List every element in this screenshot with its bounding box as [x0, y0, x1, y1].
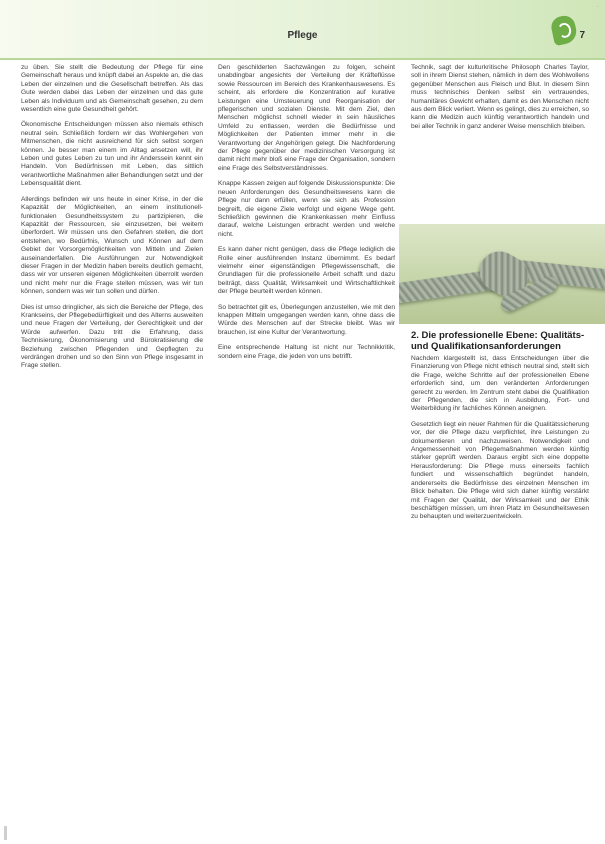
- section-title: Pflege: [287, 30, 318, 41]
- section-heading: 2. Die professionelle Ebene: Qualitäts- und Qualifikationsanforderungen: [411, 330, 585, 352]
- paragraph: Dies ist umso dringlicher, als sich die Bereiche der Pflege, des Krankseins, der Pflegebedürftigkeit und des Alterns ausweiten und neue Fragen der Verteilung, der Gerechtigkeit und der Würde aufwerfen. Dazu tritt die Erfahrung, dass Technisierung, Ökonomisierung und Bürokratisierung die Beziehung zwischen Pflegenden und Gepflegten zu verdrängen drohen und so den Sinn von Pflege insgesamt in Frage stellen.: [21, 303, 203, 370]
- corner-mark: ·: [597, 4, 599, 10]
- paragraph: So betrachtet gilt es, Überlegungen anzustellen, wie mit den knappen Mitteln umgegangen werden kann, ohne dass die Würde des Menschen auf der Strecke bleibt. Was wir brauchen, ist eine Kultur der Verantwortung.: [218, 303, 395, 336]
- paragraph: Es kann daher nicht genügen, dass die Pflege lediglich die Rolle einer ausführenden Instanz übernimmt. Es bedarf vielmehr einer eigenständigen Pflegewissenschaft, die Grundlagen für die professionelle Arbeit schafft und dazu beiträgt, dass Qualität, Wirksamkeit und Wirtschaftlichkeit der Pflege beurteilt werden können.: [218, 246, 395, 296]
- paragraph: Gesetzlich liegt ein neuer Rahmen für die Qualitätssicherung vor, der die Pflege dazu verpflichtet, ihre Leistungen zu dokumentieren und nachzuweisen. Notwendigkeit und Angemessenheit von Pflegemaßnahmen werden künftig stärker geprüft werden. Daraus ergibt sich eine doppelte Herausforderung: Die Pflege muss einerseits fachlich fundiert und wissenschaftlich begründet handeln, andererseits die Bedürfnisse des einzelnen Menschen im Blick behalten. Die Pflege wird sich daher künftig verstärkt mit Fragen der Qualität, der Wirksamkeit und der Ethik beschäftigen müssen, um ihren Platz im Gesundheitswesen zu behaupten und weiterzuentwickeln.: [411, 420, 589, 521]
- paragraph: Ökonomische Entscheidungen müssen also niemals ethisch neutral sein. Schließlich fordern wir das Wohlergehen von Mitmenschen, die nicht ausreichend für sich selbst sorgen können. Je besser man einem im Alltag ansetzen will, ihr Leben und gutes Leben zu tun und ihr Anderssein kennt ein Handeln. Von Bedürfnissen mit Leben, das sittlich verantwortliche Maßnahmen aller Behandlungen setzt und der Lebensqualität dient.: [21, 121, 203, 188]
- text-column-3-bottom: [411, 355, 589, 529]
- paragraph: Allerdings befinden wir uns heute in einer Krise, in der die Kapazität der Möglichkeiten, an einem institutionell-funktionalen Gesundheitssystem zu partizipieren, die Kapazität der Ressourcen, sie einzusetzen, bei weitem überfordert. Wir müssen uns den Gefahren stellen, die dort entstehen, wo Bedürfnis, Wunsch und Können auf dem Gebiet der Vorsorgemöglichkeiten von Mitteln und Zielen auseinanderfallen. Die Ausführungen zur Notwendigkeit dieser Fragen in der Medizin haben bereits deutlich gemacht, dass wir vor unseren eigenen Möglichkeiten überrollt werden und nicht mehr nur die Frage stellen müssen, was wir tun können, sondern was wir tun sollen und dürfen.: [21, 195, 203, 296]
- page-number: 7: [579, 30, 585, 41]
- paragraph: Nachdem klargestellt ist, dass Entscheidungen über die Finanzierung von Pflege nicht ethisch neutral sind, stellt sich die Frage, welche Schritte auf der professionellen Ebene erforderlich sind, um den veränderten Anforderungen gerecht zu werden. Im Zentrum steht dabei die Qualifikation der Pflegenden, die sich in Ausbildung, Fort- und Weiterbildung ihr fachliches Können aneignen.: [411, 355, 589, 413]
- paragraph: Eine entsprechende Haltung ist nicht nur Technikkritik, sondern eine Frage, die jeden von uns betrifft.: [218, 344, 395, 360]
- rope-knot-photo: [399, 224, 605, 324]
- paragraph: zu üben. Sie stellt die Bedeutung der Pflege für eine Gemeinschaft heraus und knüpft dabei an Aspekte an, die das Leben der einzelnen und die Gesellschaft betreffen. Als das Gute werden dabei das Leben der einzelnen und das gute Leben als Individuum und als Gemeinschaft gesehen, zu dem wesentlich eine gute Gesundheit gehört.: [21, 64, 203, 114]
- paragraph: Knappe Kassen zeigen auf folgende Diskussionspunkte: Die neuen Anforderungen des Gesundheitswesens kann die Pflege nur dann erfüllen, wenn sie sich als Profession begreift, die eigene Ziele verfolgt und eigene Wege geht. Schließlich gewinnen die Krankenkassen mehr Einfluss darauf, welche Leistungen erbracht werden und welche nicht.: [218, 180, 395, 238]
- margin-mark: [4, 826, 7, 840]
- text-column-1: [21, 64, 203, 378]
- text-column-3-top: [411, 64, 589, 138]
- paragraph: Den geschilderten Sachzwängen zu folgen, scheint unabdingbar angesichts der Verteilung der Kräfteflüsse sowie Ressourcen im Bereich des Krankenhauswesens. Es scheint, als erfordere die Konzentration auf kurative Leistungen eine Umsteuerung und Reorganisation der pflegerischen und sozialen Dienste. Mit dem Ziel, den Menschen möglichst schnell wieder in sein häusliches Umfeld zu entlassen, werden die Bedürfnisse und Möglichkeiten der Patienten immer mehr in die Verantwortung der Angehörigen gelegt. Die Nachforderung der Pflege gegenüber der medizinischen Versorgung ist damit nicht mehr bloß eine Frage der Organisation, sondern eine Frage des Selbstverständnisses.: [218, 64, 395, 172]
- paragraph: Technik, sagt der kulturkritische Philosoph Charles Taylor, soll in ihrem Dienst stehen, nämlich in dem des Wohlwollens gegenüber Menschen aus Fleisch und Blut. In diesem Sinn muss technisches Denken selbst ein vertrauendes, humanitäres Gewicht erhalten, damit es den Menschen nicht aus dem Blick verliert. Wenn es gelingt, dies zu erreichen, so kann die Medizin auch künftig verantwortlich handeln und bei aller Technik in ganz anderer Weise menschlich bleiben.: [411, 64, 589, 130]
- text-column-2: [218, 64, 395, 368]
